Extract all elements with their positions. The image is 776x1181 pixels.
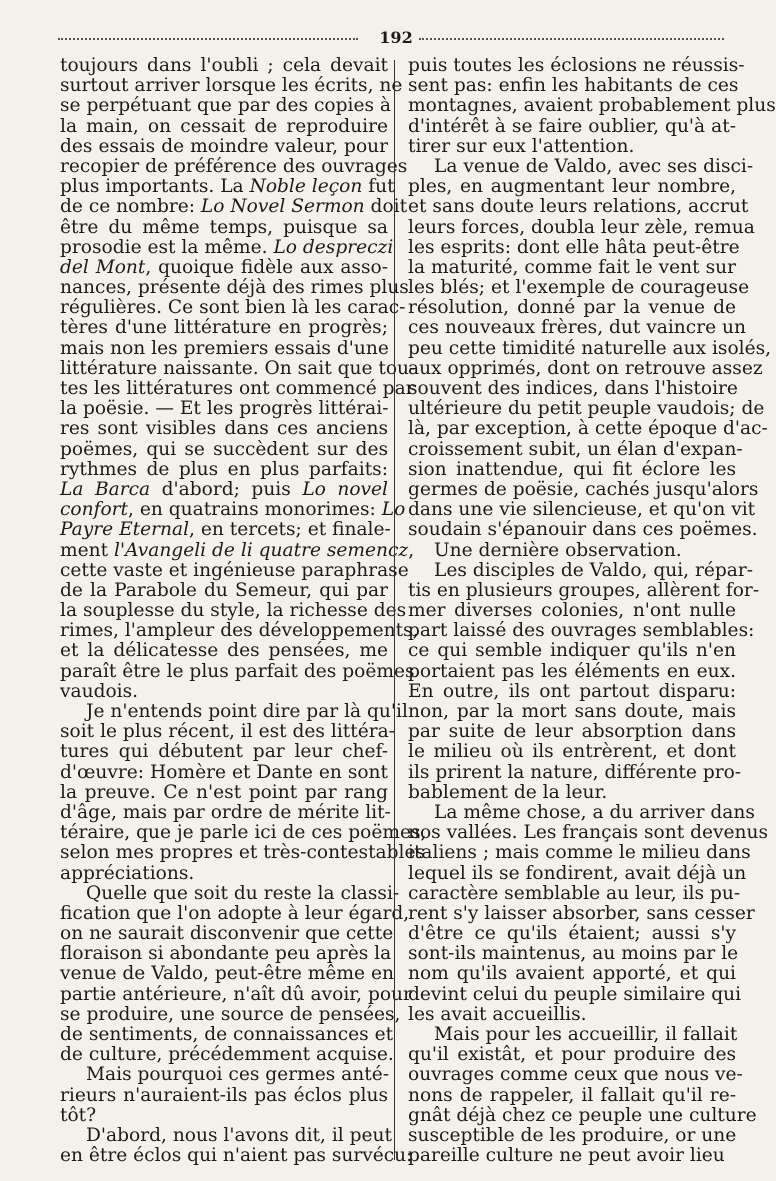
text-line: recopier de préférence des ouvrages: [60, 155, 408, 177]
text-line: surtout arriver lorsque les écrits, ne: [60, 75, 403, 97]
text-line: sont-ils maintenus, au moins par le: [408, 943, 739, 965]
header-rule-left: [58, 38, 358, 40]
paragraph: [408, 559, 760, 803]
text-line: lequel ils se fondirent, avait déjà un: [408, 862, 747, 884]
text-line: tères d'une littérature en progrès;: [60, 317, 388, 339]
text-line: par suite de leur absorption dans: [408, 721, 736, 743]
text-line: ples, en augmentant leur nombre,: [408, 176, 736, 198]
text-line: aux opprimés, dont on retrouve assez: [408, 357, 763, 379]
paragraph: [60, 1065, 388, 1126]
text-line: ils prirent la nature, différente pro-: [408, 761, 742, 783]
text-line: rimes, l'ampleur des développements,: [60, 620, 419, 642]
text-line: susceptible de les produire, or une: [408, 1124, 737, 1146]
text-line: puis toutes les éclosions ne réussis-: [408, 55, 745, 76]
text-line: d'intérêt à se faire oublier, qu'à at-: [408, 115, 736, 137]
text-line: d'œuvre: Homère et Dante en sont: [60, 761, 388, 783]
text-line: le milieu où ils entrèrent, et dont: [408, 741, 736, 763]
paragraph: [408, 155, 772, 541]
text-line: des essais de moindre valeur, pour: [60, 135, 388, 157]
paragraph: [60, 882, 412, 1066]
text-line: nons de rappeler, il fallait qu'il re-: [408, 1084, 736, 1106]
text-line: venue de Valdo, peut-être même en: [60, 963, 394, 985]
text-line: tôt?: [60, 1104, 97, 1126]
text-line: nos vallées. Les français sont devenus: [408, 822, 769, 844]
text-line: pareille culture ne peut avoir lieu: [408, 1145, 725, 1167]
text-line: prosodie est la même. Lo despreczi: [60, 236, 394, 258]
text-line: portaient pas les éléments en eux.: [408, 660, 736, 682]
header-rule-right: [419, 38, 724, 40]
text-line: dans une vie silencieuse, et qu'on vit: [408, 499, 756, 521]
text-line: Payre Eternal, en tercets; et finale-: [60, 519, 391, 541]
text-line: mais non les premiers essais d'une: [60, 337, 389, 359]
text-line: et la délicatesse des pensées, me: [60, 640, 388, 662]
text-line: part laissé des ouvrages semblables:: [408, 620, 755, 642]
text-line: poëmes, qui se succèdent sur des: [60, 438, 388, 460]
text-line: être du même temps, puisque sa: [60, 216, 388, 238]
text-line: La même chose, a du arriver dans: [434, 801, 755, 823]
text-line: gnât déjà chez ce peuple une culture: [408, 1104, 757, 1126]
text-line: on ne saurait disconvenir que cette: [60, 923, 394, 945]
text-line: sent pas: enfin les habitants de ces: [408, 75, 739, 97]
paragraph: [408, 541, 736, 561]
text-line: rieurs n'auraient-ils pas éclos plus: [60, 1084, 388, 1106]
text-line: les avait accueillis.: [408, 1003, 587, 1025]
text-line: fication que l'on adopte à leur égard,: [60, 902, 410, 924]
text-line: ce qui semble indiquer qu'ils n'en: [408, 640, 736, 662]
text-line: se perpétuant que par des copies à: [60, 95, 391, 117]
text-line: La venue de Valdo, avec ses disci-: [434, 155, 754, 177]
text-line: de ce nombre: Lo Novel Sermon doit: [60, 196, 408, 218]
text-line: de culture, précédemment acquise.: [60, 1044, 394, 1066]
text-line: se produire, une source de pensées,: [60, 1003, 401, 1025]
paragraph: [408, 55, 776, 157]
text-line: sion inattendue, qui fit éclore les: [408, 458, 736, 480]
text-line: devint celui du peuple similaire qui: [408, 983, 742, 1005]
text-line: non, par la mort sans doute, mais: [408, 701, 736, 722]
text-line: ultérieure du petit peuple vaudois; de: [408, 398, 765, 420]
text-line: appréciations.: [60, 862, 195, 884]
text-line: toujours dans l'oubli ; cela devait: [60, 55, 388, 76]
text-line: tirer sur eux l'attention.: [408, 135, 635, 157]
text-line: ouvrages comme ceux que nous ve-: [408, 1064, 743, 1086]
text-line: la preuve. Ce n'est point par rang: [60, 781, 388, 803]
text-line: régulières. Ce sont bien là les carac-: [60, 297, 406, 319]
text-line: Une dernière observation.: [434, 539, 682, 561]
text-line: d'âge, mais par ordre de mérite lit-: [60, 801, 391, 823]
page-number: 192: [379, 28, 413, 47]
text-line: res sont visibles dans ces anciens: [60, 418, 388, 440]
text-line: de la Parabole du Semeur, qui par: [60, 579, 388, 601]
text-line: la maturité, comme fait le vent sur: [408, 256, 736, 278]
text-line: la main, on cessait de reproduire: [60, 115, 388, 137]
text-line: Mais pour les accueillir, il fallait: [434, 1024, 738, 1045]
text-line: nom qu'ils avaient apporté, et qui: [408, 963, 736, 985]
text-line: de sentiments, de connaissances et: [60, 1024, 394, 1045]
text-line: en être éclos qui n'aient pas survécu:: [60, 1145, 413, 1167]
text-line: résolution, donné par la venue de: [408, 297, 736, 319]
text-line: littérature naissante. On sait que tou-: [60, 357, 416, 379]
paragraph: [408, 801, 769, 1025]
text-line: Je n'entends point dire par là qu'il: [86, 701, 408, 722]
text-line: rent s'y laisser absorber, sans cesser: [408, 902, 755, 924]
text-line: tis en plusieurs groupes, allèrent for-: [408, 579, 760, 601]
text-line: tes les littératures ont commencé par: [60, 378, 415, 399]
text-line: cette vaste et ingénieuse paraphrase: [60, 559, 409, 581]
text-line: paraît être le plus parfait des poëmes: [60, 660, 415, 682]
text-line: partie antérieure, n'aît dû avoir, pour: [60, 983, 412, 1005]
text-line: selon mes propres et très-contestables: [60, 842, 426, 864]
text-line: plus importants. La Noble leçon fut: [60, 176, 395, 198]
text-line: tures qui débutent par leur chef-: [60, 741, 388, 763]
right-text-column: [408, 55, 776, 1167]
text-line: téraire, que je parle ici de ces poëmes,: [60, 822, 427, 844]
text-line: les blés; et l'exemple de courageuse: [408, 277, 750, 299]
text-line: soit le plus récent, il est des littéra-: [60, 721, 395, 743]
paragraph: [60, 1124, 413, 1167]
text-line: d'être ce qu'ils étaient; aussi s'y: [408, 923, 736, 945]
text-line: leurs forces, doubla leur zèle, remua: [408, 216, 755, 238]
text-line: souvent des indices, dans l'histoire: [408, 378, 738, 399]
text-line: bablement de la leur.: [408, 781, 608, 803]
paragraph: [408, 1024, 757, 1167]
text-line: italiens ; mais comme le milieu dans: [408, 842, 751, 864]
text-line: qu'il existât, et pour produire des: [408, 1044, 736, 1066]
text-line: del Mont, quoique fidèle aux asso-: [60, 256, 388, 278]
paragraph: [60, 701, 427, 884]
text-line: Quelle que soit du reste la classi-: [86, 882, 400, 904]
left-text-column: [60, 55, 427, 1167]
text-line: En outre, ils ont partout disparu:: [408, 680, 736, 702]
text-line: croissement subit, un élan d'expan-: [408, 438, 743, 460]
text-line: confort, en quatrains monorimes: Lo: [60, 499, 406, 521]
text-line: D'abord, nous l'avons dit, il peut: [86, 1124, 392, 1146]
text-line: et sans doute leurs relations, accrut: [408, 196, 749, 218]
text-line: germes de poësie, cachés jusqu'alors: [408, 478, 759, 500]
paragraph: [60, 55, 419, 702]
text-line: rythmes de plus en plus parfaits:: [60, 458, 388, 480]
text-line: peu cette timidité naturelle aux isolés,: [408, 337, 772, 359]
text-line: La Barca d'abord; puis Lo novel: [60, 478, 389, 500]
text-line: la poësie. — Et les progrès littérai-: [60, 398, 389, 420]
text-line: ment l'Avangeli de li quatre semencz,: [60, 539, 415, 561]
text-line: caractère semblable au leur, ils pu-: [408, 882, 741, 904]
text-line: la souplesse du style, la richesse des: [60, 600, 407, 622]
text-line: montagnes, avaient probablement plus: [408, 95, 776, 117]
text-line: nances, présente déjà des rimes plus: [60, 277, 409, 299]
text-line: soudain s'épanouir dans ces poëmes.: [408, 519, 758, 541]
text-line: les esprits: dont elle hâta peut-être: [408, 236, 740, 258]
column-divider: [394, 60, 395, 1160]
text-line: mer diverses colonies, n'ont nulle: [408, 600, 736, 622]
text-line: Les disciples de Valdo, qui, répar-: [434, 559, 754, 581]
text-line: Mais pourquoi ces germes anté-: [86, 1064, 389, 1086]
text-line: vaudois.: [60, 680, 139, 702]
text-line: floraison si abondante peu après la: [60, 943, 392, 965]
text-line: ces nouveaux frères, dut vaincre un: [408, 317, 746, 339]
text-line: là, par exception, à cette époque d'ac-: [408, 418, 768, 440]
page-header: [58, 28, 724, 50]
